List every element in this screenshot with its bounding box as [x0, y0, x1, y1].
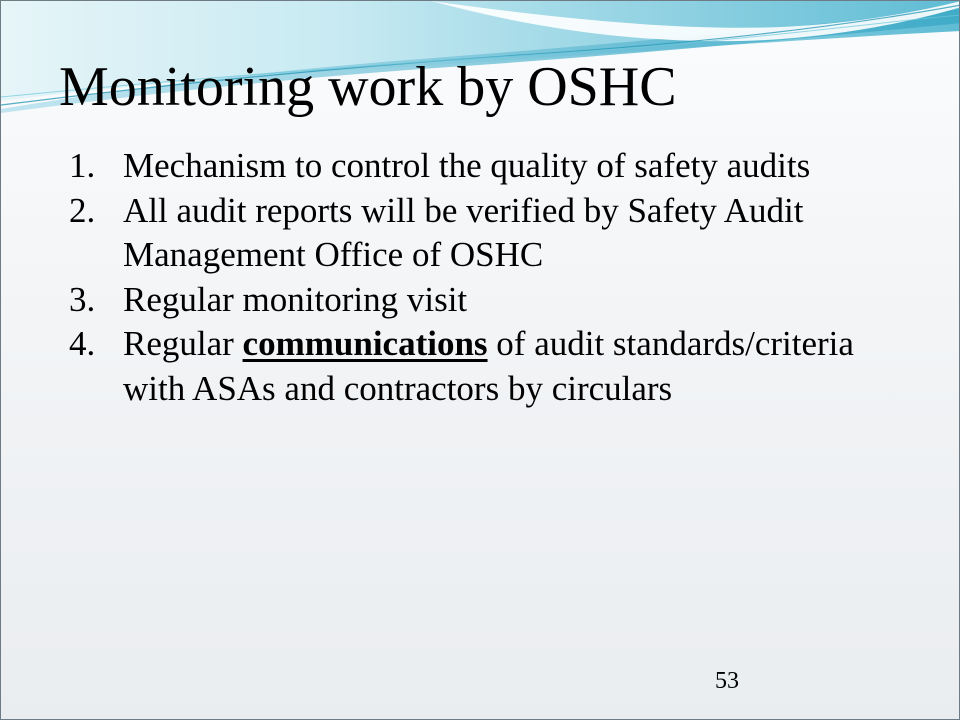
list-item-text: Mechanism to control the quality of safety audits [123, 146, 811, 185]
list-item-text: Regular monitoring visit [123, 279, 468, 319]
list-item-text-before: Regular [123, 324, 234, 363]
slide-title: Monitoring work by OSHC [59, 56, 677, 118]
list-item-number: 2. [69, 190, 96, 230]
list-item [69, 189, 909, 278]
list-item [69, 322, 909, 411]
list-item-text-after: of audit standards/criteria with ASAs and contractors by circulars [123, 324, 854, 408]
page-number: 53 [715, 668, 739, 694]
numbered-list [69, 144, 909, 411]
list-item-text: All audit reports will be verified by Safety Audit Management Office of OSHC [123, 190, 804, 274]
list-item-number: 3. [69, 279, 96, 319]
list-item [69, 278, 909, 323]
list-item-number: 1. [69, 146, 96, 185]
emphasized-term: communications [242, 324, 488, 363]
list-item-number: 4. [69, 324, 96, 363]
list-item-text [123, 322, 909, 411]
list-item [69, 144, 909, 189]
